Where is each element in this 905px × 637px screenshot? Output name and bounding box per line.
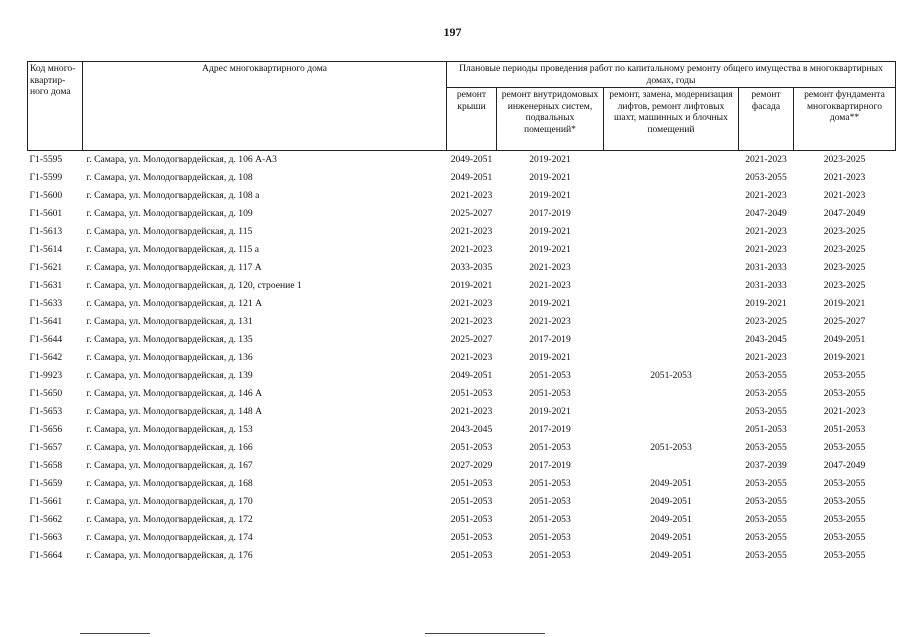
table-row (28, 241, 896, 259)
cell-roof: 2051-2053 (450, 550, 493, 561)
table-row (28, 349, 896, 367)
cell-roof: 2021-2023 (450, 226, 493, 237)
cell-systems: 2019-2021 (529, 352, 571, 363)
cell-roof: 2051-2053 (450, 532, 493, 543)
cell-foundation: 2023-2025 (823, 154, 866, 165)
cell-systems: 2019-2021 (529, 406, 571, 417)
cell-address: г. Самара, ул. Молодогвардейская, д. 170 (86, 496, 253, 507)
cell-code: Г1-5658 (29, 460, 63, 471)
cell-foundation: 2053-2055 (823, 532, 866, 543)
cell-facade: 2053-2055 (745, 478, 787, 489)
table-row (28, 421, 896, 439)
cell-elevators: 2049-2051 (650, 550, 692, 561)
cell-facade: 2053-2055 (745, 496, 787, 507)
cell-systems: 2051-2053 (529, 550, 571, 561)
cell-address: г. Самара, ул. Молодогвардейская, д. 109 (86, 208, 253, 219)
table-row (28, 205, 896, 223)
cell-elevators (604, 457, 739, 475)
cell-foundation: 2019-2021 (823, 352, 866, 363)
cell-foundation: 2025-2027 (823, 316, 866, 327)
table-row (28, 295, 896, 313)
cell-address: г. Самара, ул. Молодогвардейская, д. 117 А (86, 262, 262, 273)
cell-systems: 2019-2021 (529, 172, 571, 183)
cell-address: г. Самара, ул. Молодогвардейская, д. 115 (86, 226, 253, 237)
cell-address: г. Самара, ул. Молодогвардейская, д. 153 (86, 424, 253, 435)
table-row (28, 151, 896, 170)
table-row (28, 313, 896, 331)
cell-facade: 2047-2049 (745, 208, 787, 219)
cell-address: г. Самара, ул. Молодогвардейская, д. 174 (86, 532, 253, 543)
cell-systems: 2017-2019 (529, 424, 571, 435)
cell-elevators: 2049-2051 (650, 496, 692, 507)
cell-roof: 2049-2051 (450, 370, 493, 381)
cell-code: Г1-5656 (29, 424, 63, 435)
header-row-top (28, 62, 896, 88)
cell-roof: 2019-2021 (450, 280, 493, 291)
cell-systems: 2051-2053 (529, 478, 571, 489)
cell-elevators: 2049-2051 (650, 514, 692, 525)
column-header-code: Код много-квартир-ного дома (28, 62, 83, 151)
cell-roof: 2051-2053 (450, 388, 493, 399)
table-row (28, 385, 896, 403)
cell-code: Г1-5613 (29, 226, 63, 237)
cell-facade: 2053-2055 (745, 532, 787, 543)
cell-systems: 2019-2021 (529, 298, 571, 309)
cell-code: Г1-5664 (29, 550, 63, 561)
cell-address: г. Самара, ул. Молодогвардейская, д. 136 (86, 352, 253, 363)
cell-systems: 2017-2019 (529, 460, 571, 471)
cell-foundation: 2047-2049 (823, 208, 866, 219)
cell-facade: 2053-2055 (745, 172, 787, 183)
cell-address: г. Самара, ул. Молодогвардейская, д. 172 (86, 514, 253, 525)
cell-code: Г1-5650 (29, 388, 63, 399)
cell-systems: 2051-2053 (529, 496, 571, 507)
cell-systems: 2021-2023 (529, 280, 571, 291)
cell-code: Г1-5633 (29, 298, 63, 309)
cell-code: Г1-5661 (29, 496, 63, 507)
cell-roof: 2051-2053 (450, 496, 493, 507)
cell-roof: 2021-2023 (450, 406, 493, 417)
cell-elevators (604, 151, 739, 170)
table-body (28, 151, 896, 566)
cell-elevators: 2051-2053 (650, 442, 692, 453)
cell-code: Г1-5595 (29, 154, 63, 165)
cell-elevators (604, 241, 739, 259)
table-row (28, 331, 896, 349)
cell-facade: 2053-2055 (745, 406, 787, 417)
cell-code: Г1-5644 (29, 334, 63, 345)
cell-address: г. Самара, ул. Молодогвардейская, д. 176 (86, 550, 253, 561)
cell-address: г. Самара, ул. Молодогвардейская, д. 121 А (86, 298, 263, 309)
cell-address: г. Самара, ул. Молодогвардейская, д. 108 (86, 172, 253, 183)
cell-facade: 2019-2021 (745, 298, 787, 309)
column-header-periods: Плановые периоды проведения работ по капитальному ремонту общего имущества в многоквартирных домах, годы (447, 62, 896, 88)
cell-facade: 2021-2023 (745, 226, 787, 237)
cell-roof: 2021-2023 (450, 190, 493, 201)
cell-code: Г1-5600 (29, 190, 63, 201)
cell-code: Г1-5631 (29, 280, 63, 291)
cell-address: г. Самара, ул. Молодогвардейская, д. 168 (86, 478, 253, 489)
cell-roof: 2025-2027 (450, 334, 493, 345)
table-row (28, 403, 896, 421)
cell-elevators: 2051-2053 (650, 370, 692, 381)
cell-code: Г1-5641 (29, 316, 63, 327)
table-row (28, 511, 896, 529)
cell-code: Г1-5659 (29, 478, 63, 489)
cell-facade: 2021-2023 (745, 154, 787, 165)
cell-address: г. Самара, ул. Молодогвардейская, д. 120, строение 1 (86, 280, 302, 291)
cell-facade: 2053-2055 (745, 388, 787, 399)
footer-rule-center (425, 633, 545, 634)
cell-code: Г1-5614 (29, 244, 63, 255)
cell-foundation: 2051-2053 (823, 424, 866, 435)
table-row (28, 475, 896, 493)
cell-elevators (604, 295, 739, 313)
cell-facade: 2051-2053 (745, 424, 787, 435)
cell-systems: 2051-2053 (529, 514, 571, 525)
cell-address: г. Самара, ул. Молодогвардейская, д. 166 (86, 442, 253, 453)
cell-address: г. Самара, ул. Молодогвардейская, д. 135 (86, 334, 253, 345)
column-header-elevators: ремонт, замена, модернизация лифтов, ремонт лифтовых шахт, машинных и блочных помещений (604, 88, 739, 151)
cell-systems: 2051-2053 (529, 442, 571, 453)
cell-facade: 2031-2033 (745, 280, 787, 291)
cell-address: г. Самара, ул. Молодогвардейская, д. 108 а (86, 190, 260, 201)
cell-elevators (604, 421, 739, 439)
column-header-systems: ремонт внутридомовых инженерных систем, подвальных помещений* (497, 88, 604, 151)
cell-address: г. Самара, ул. Молодогвардейская, д. 167 (86, 460, 253, 471)
cell-elevators (604, 331, 739, 349)
cell-systems: 2051-2053 (529, 370, 571, 381)
cell-elevators (604, 223, 739, 241)
cell-systems: 2019-2021 (529, 226, 571, 237)
table-row (28, 439, 896, 457)
table-row (28, 367, 896, 385)
cell-foundation: 2021-2023 (823, 172, 866, 183)
cell-elevators (604, 313, 739, 331)
cell-code: Г1-5599 (29, 172, 63, 183)
cell-foundation: 2049-2051 (823, 334, 866, 345)
cell-code: Г1-5642 (29, 352, 63, 363)
cell-foundation: 2053-2055 (823, 496, 866, 507)
table-row (28, 259, 896, 277)
cell-facade: 2053-2055 (745, 442, 787, 453)
cell-facade: 2023-2025 (745, 316, 787, 327)
table-row (28, 223, 896, 241)
cell-foundation: 2023-2025 (823, 262, 866, 273)
column-header-roof: ремонт крыши (447, 88, 497, 151)
cell-foundation: 2053-2055 (823, 370, 866, 381)
cell-roof: 2051-2053 (450, 442, 493, 453)
cell-systems: 2019-2021 (529, 244, 571, 255)
cell-elevators (604, 259, 739, 277)
cell-roof: 2049-2051 (450, 154, 493, 165)
cell-code: Г1-5601 (29, 208, 63, 219)
cell-foundation: 2023-2025 (823, 280, 866, 291)
cell-foundation: 2047-2049 (823, 460, 866, 471)
cell-elevators (604, 385, 739, 403)
table-row (28, 169, 896, 187)
cell-facade: 2053-2055 (745, 370, 787, 381)
cell-systems: 2051-2053 (529, 388, 571, 399)
cell-roof: 2021-2023 (450, 244, 493, 255)
cell-facade: 2021-2023 (745, 352, 787, 363)
cell-systems: 2021-2023 (529, 316, 571, 327)
cell-foundation: 2019-2021 (823, 298, 866, 309)
cell-foundation: 2053-2055 (823, 388, 866, 399)
column-header-foundation: ремонт фундамента многоквартирного дома** (794, 88, 896, 151)
table-row (28, 529, 896, 547)
table-row (28, 457, 896, 475)
cell-systems: 2051-2053 (529, 532, 571, 543)
cell-foundation: 2053-2055 (823, 478, 866, 489)
cell-roof: 2021-2023 (450, 298, 493, 309)
table-row (28, 187, 896, 205)
cell-address: г. Самара, ул. Молодогвардейская, д. 146 А (86, 388, 263, 399)
cell-code: Г1-5657 (29, 442, 63, 453)
cell-elevators (604, 277, 739, 295)
cell-elevators: 2049-2051 (650, 478, 692, 489)
cell-roof: 2033-2035 (450, 262, 493, 273)
cell-address: г. Самара, ул. Молодогвардейская, д. 148 А (86, 406, 263, 417)
column-header-facade: ремонт фасада (739, 88, 794, 151)
cell-roof: 2021-2023 (450, 316, 493, 327)
cell-address: г. Самара, ул. Молодогвардейская, д. 131 (86, 316, 253, 327)
repair-schedule-table (27, 61, 896, 565)
cell-roof: 2049-2051 (450, 172, 493, 183)
table-row (28, 277, 896, 295)
cell-facade: 2037-2039 (745, 460, 787, 471)
table-row (28, 547, 896, 565)
cell-foundation: 2023-2025 (823, 244, 866, 255)
cell-address: г. Самара, ул. Молодогвардейская, д. 139 (86, 370, 253, 381)
cell-elevators: 2049-2051 (650, 532, 692, 543)
cell-elevators (604, 205, 739, 223)
cell-address: г. Самара, ул. Молодогвардейская, д. 106 А-А3 (86, 154, 277, 165)
cell-systems: 2019-2021 (529, 154, 571, 165)
cell-facade: 2043-2045 (745, 334, 787, 345)
cell-code: Г1-9923 (29, 370, 63, 381)
cell-code: Г1-5662 (29, 514, 63, 525)
cell-address: г. Самара, ул. Молодогвардейская, д. 115 а (86, 244, 259, 255)
cell-roof: 2043-2045 (450, 424, 493, 435)
cell-systems: 2019-2021 (529, 190, 571, 201)
cell-elevators (604, 187, 739, 205)
cell-roof: 2025-2027 (450, 208, 493, 219)
cell-systems: 2017-2019 (529, 208, 571, 219)
cell-roof: 2051-2053 (450, 478, 493, 489)
cell-code: Г1-5621 (29, 262, 63, 273)
cell-facade: 2053-2055 (745, 550, 787, 561)
cell-facade: 2053-2055 (745, 514, 787, 525)
column-header-address: Адрес многоквартирного дома (83, 62, 447, 151)
cell-facade: 2021-2023 (745, 244, 787, 255)
cell-foundation: 2053-2055 (823, 442, 866, 453)
cell-code: Г1-5653 (29, 406, 63, 417)
cell-foundation: 2053-2055 (823, 514, 866, 525)
cell-elevators (604, 169, 739, 187)
cell-elevators (604, 349, 739, 367)
footer-rule-left (80, 633, 150, 634)
cell-facade: 2031-2033 (745, 262, 787, 273)
cell-foundation: 2021-2023 (823, 406, 866, 417)
cell-code: Г1-5663 (29, 532, 63, 543)
cell-systems: 2017-2019 (529, 334, 571, 345)
cell-foundation: 2053-2055 (823, 550, 866, 561)
cell-roof: 2027-2029 (450, 460, 493, 471)
cell-roof: 2051-2053 (450, 514, 493, 525)
cell-systems: 2021-2023 (529, 262, 571, 273)
cell-foundation: 2021-2023 (823, 190, 866, 201)
cell-roof: 2021-2023 (450, 352, 493, 363)
cell-foundation: 2023-2025 (823, 226, 866, 237)
page-number: 197 (443, 25, 462, 39)
cell-elevators (604, 403, 739, 421)
cell-facade: 2021-2023 (745, 190, 787, 201)
table-row (28, 493, 896, 511)
